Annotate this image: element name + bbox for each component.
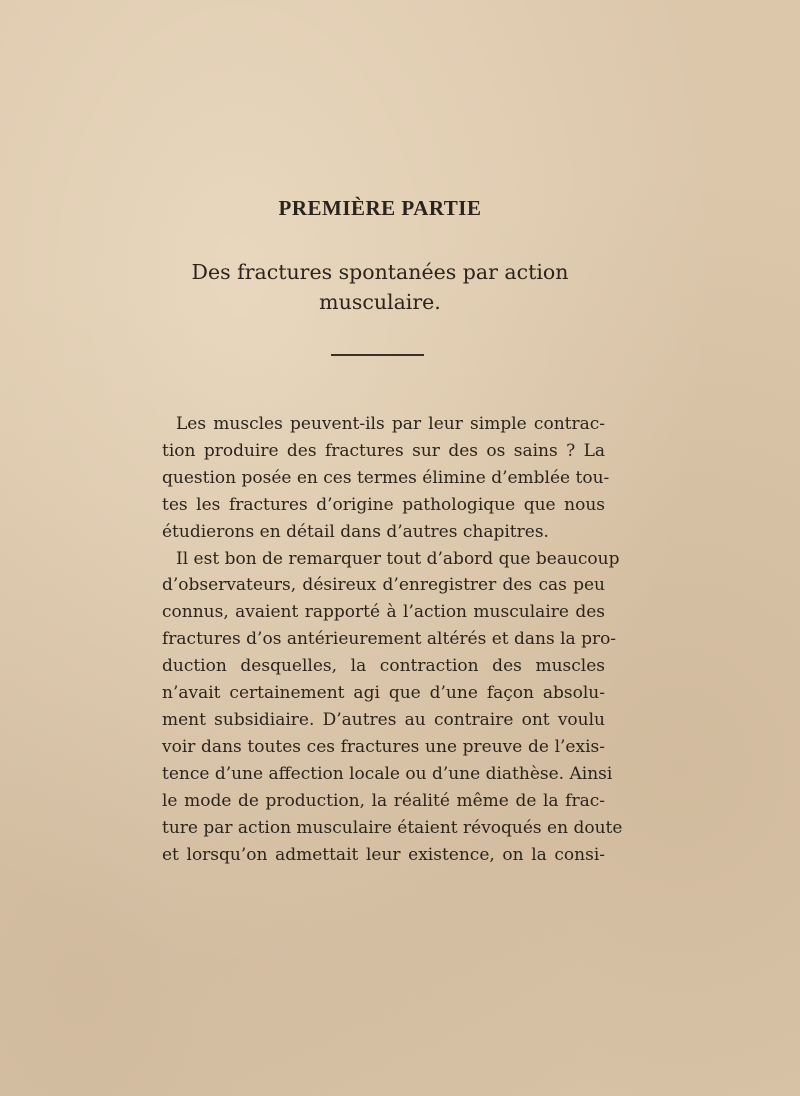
part-heading: PREMIÈRE PARTIE — [278, 196, 482, 220]
text-line: et lorsqu’on admettait leur existence, on la consi- — [162, 844, 605, 865]
text-line: question posée en ces termes élimine d’emblée tou- — [162, 467, 610, 488]
text-line: Les muscles peuvent-ils par leur simple contrac- — [176, 414, 605, 434]
body-text — [162, 411, 623, 868]
text-line: le mode de production, la réalité même de la frac- — [162, 790, 605, 811]
text-line: voir dans toutes ces fractures une preuve de l’exis- — [162, 736, 605, 757]
text-line: connus, avaient rapporté à l’action musculaire des — [162, 602, 605, 623]
text-line: n’avait certainement agi que d’une façon absolu- — [162, 683, 605, 704]
text-line: Il est bon de remarquer tout d’abord que beaucoup — [176, 548, 620, 569]
text-line: fractures d’os antérieurement altérés et dans la pro- — [162, 629, 617, 650]
subheading-line: musculaire. — [319, 290, 441, 314]
subheading-line: Des fractures spontanées par action — [191, 260, 569, 284]
section-subheading — [140, 257, 620, 317]
text-line: ment subsidiaire. D’autres au contraire ont voulu — [162, 709, 605, 730]
text-line: d’observateurs, désireux d’enregistrer des cas peu — [162, 575, 605, 596]
text-line: duction desquelles, la contraction des muscles — [162, 656, 605, 677]
text-line: tence d’une affection locale ou d’une diathèse. Ainsi — [162, 763, 613, 784]
text-line: tes les fractures d’origine pathologique que nous — [162, 494, 605, 515]
text-line: étudierons en détail dans d’autres chapitres. — [162, 521, 549, 542]
text-line: ture par action musculaire étaient révoqués en doute — [162, 817, 623, 838]
section-divider — [331, 354, 424, 356]
text-line: tion produire des fractures sur des os sains ? La — [162, 440, 605, 461]
